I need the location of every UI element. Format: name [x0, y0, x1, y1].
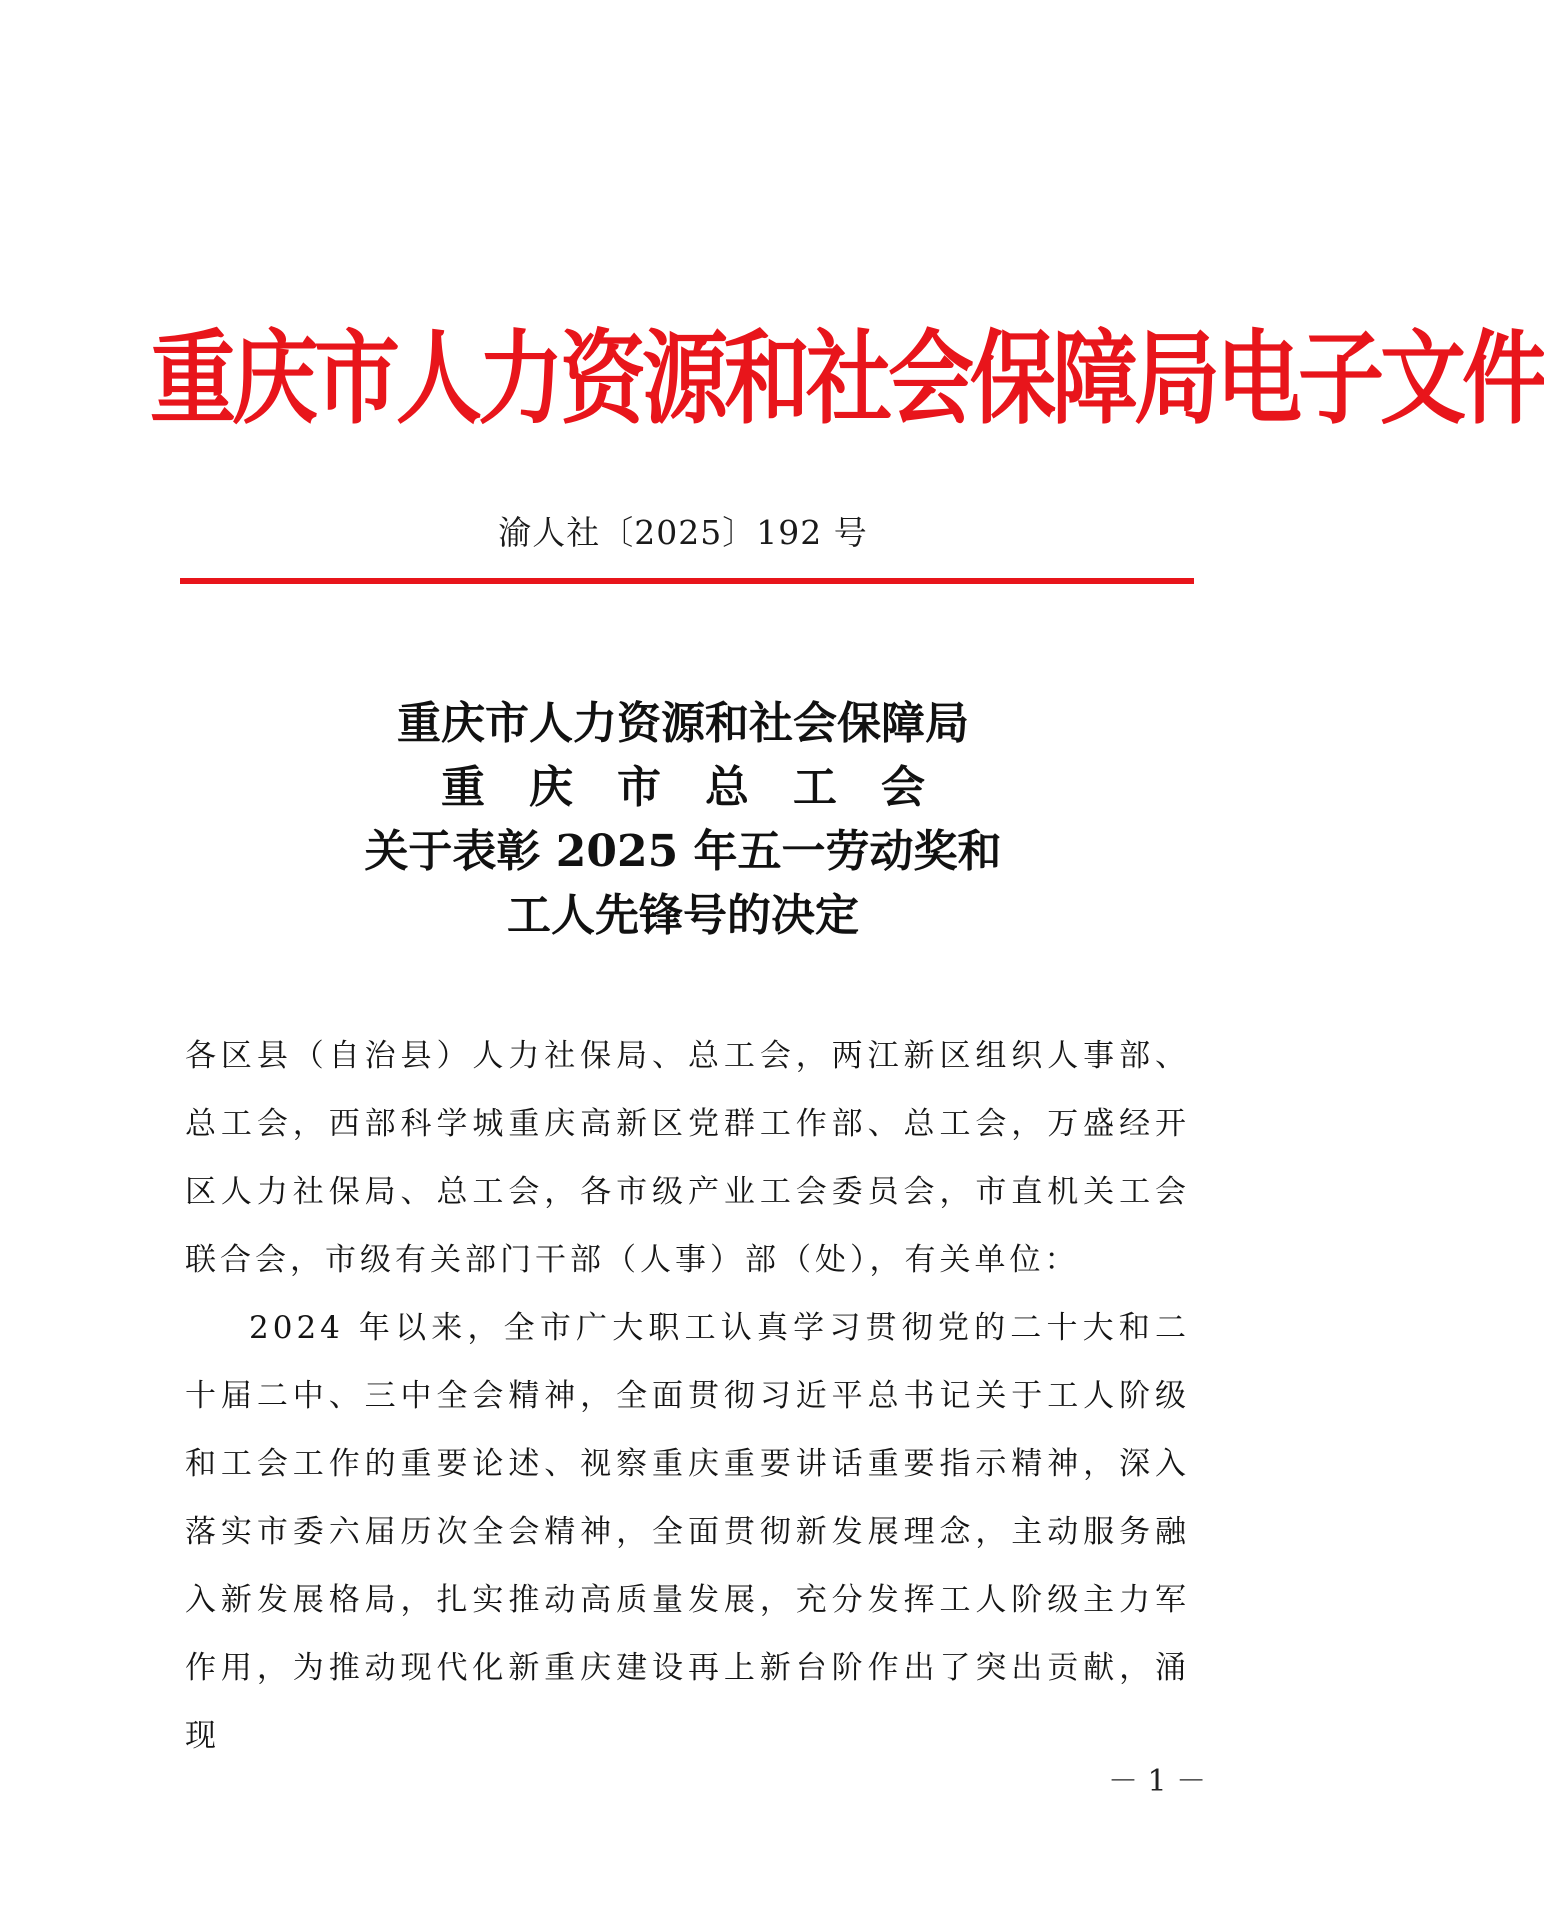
salutation-paragraph: 各区县（自治县）人力社保局、总工会，两江新区组织人事部、总工会，西部科学城重庆高新区党群工作部、总工会，万盛经开区人力社保局、总工会，各市级产业工会委员会，市直机关工会联合会，市级有关部门干部（人事）部（处），有关单位：	[185, 1038, 1190, 1278]
red-separator-line	[180, 578, 1194, 584]
document-body	[185, 1022, 1190, 1770]
document-masthead: 重庆市人力资源和社会保障局电子文件	[150, 320, 1544, 439]
title-issuer-2: 重庆市总工会	[441, 762, 969, 813]
page-number: － 1 －	[1108, 1764, 1207, 1799]
title-line-3: 关于表彰 2025 年五一劳动奖和	[364, 826, 1002, 877]
document-number: 渝人社〔2025〕192 号	[498, 513, 868, 552]
title-line-4: 工人先锋号的决定	[507, 890, 859, 941]
body-paragraph-1: 2024 年以来，全市广大职工认真学习贯彻党的二十大和二十届二中、三中全会精神，全面贯彻习近平总书记关于工人阶级和工会工作的重要论述、视察重庆重要讲话重要指示精神，深入落实市委六届历次全会精神，全面贯彻新发展理念，主动服务融入新发展格局，扎实推动高质量发展，充分发挥工人阶级主力军作用，为推动现代化新重庆建设再上新台阶作出了突出贡献，涌现	[185, 1310, 1190, 1754]
document-title	[0, 692, 1366, 948]
title-issuer-1: 重庆市人力资源和社会保障局	[397, 698, 969, 749]
